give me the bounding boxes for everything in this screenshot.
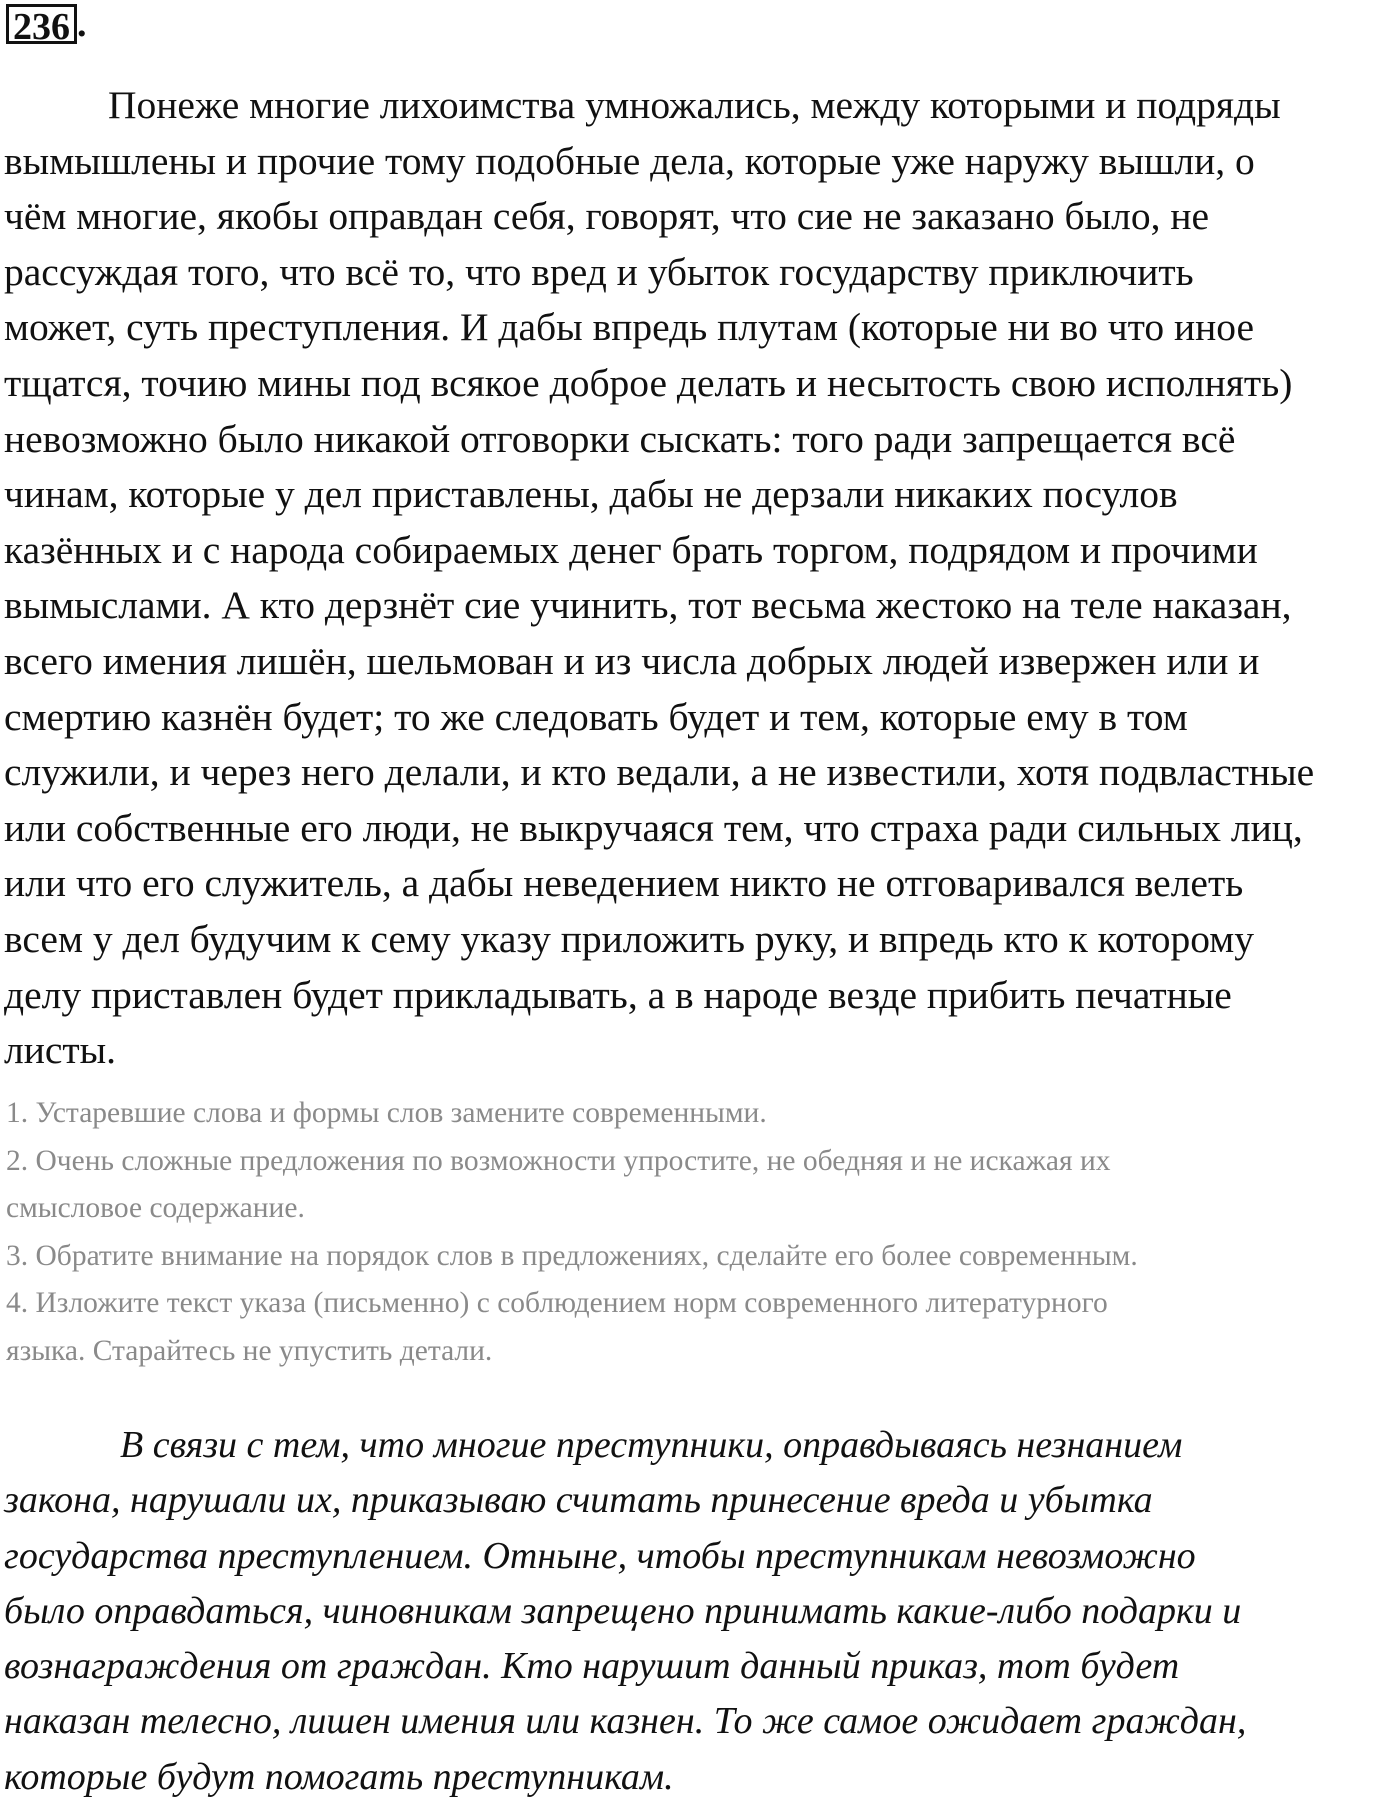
task-item-4: 4. Изложите текст указа (письменно) с соблюдением норм современного литературного языка. Старайтесь не упустить детали. <box>6 1287 1108 1367</box>
answer-text: В связи с тем, что многие преступники, оправдываясь незнанием закона, нарушали их, приказываю считать принесение вреда и убытка государства преступлением. Отныне, чтобы преступникам невозможно было оправдаться, чиновникам запрещено принимать какие-либо подарки и вознаграждения от граждан. Кто нарушит данный приказ, тот будет наказан телесно, лишен имения или казнен. То же самое ожидает граждан, которые будут помогать преступникам. <box>4 1424 1247 1798</box>
exercise-number-dot: . <box>77 3 87 45</box>
exercise-number <box>6 3 87 48</box>
task-list <box>6 1090 1396 1375</box>
task-item-1: 1. Устаревшие слова и формы слов замените современными. <box>6 1097 767 1129</box>
task-item-2: 2. Очень сложные предложения по возможности упростите, не обедняя и не искажая их смысловое содержание. <box>6 1144 1111 1224</box>
task-item-3: 3. Обратите внимание на порядок слов в предложениях, сделайте его более современным. <box>6 1239 1138 1272</box>
exercise-number-box: 236 <box>6 4 77 44</box>
source-decree-text: Понеже многие лихоимства умножались, между которыми и подряды вымышлены и прочие тому подобные дела, которые уже наружу вышли, о чём многие, якобы оправдан себя, говорят, что сие не заказано было, не рассуждая того, что всё то, что вред и убыток государству приключить может, суть преступления. И дабы впредь плутам (которые ни во что иное тщатся, точию мины под всякое доброе делать и несытость свою исполнять) невозможно было никакой отговорки сыскать: того ради запрещается всё чинам, которые у дел приставлены, дабы не дерзали никаких посулов казённых и с народа собираемых денег брать торгом, подрядом и прочими вымыслами. А кто дерзнёт сие учинить, тот весьма жестоко на теле наказан, всего имения лишён, шельмован и из числа добрых людей извержен или и смертию казнён будет; то же следовать будет и тем, которые ему в том служили, и через него делали, и кто ведали, а не известили, хотя подвластные или собственные его люди, не выкручаяся тем, что страха ради сильных лиц, или что его служитель, а дабы неведением никто не отговаривался велеть всем у дел будучим к сему указу приложить руку, и впредь кто к которому делу приставлен будет прикладывать, а в народе везде прибить печатные листы. <box>4 83 1315 1073</box>
